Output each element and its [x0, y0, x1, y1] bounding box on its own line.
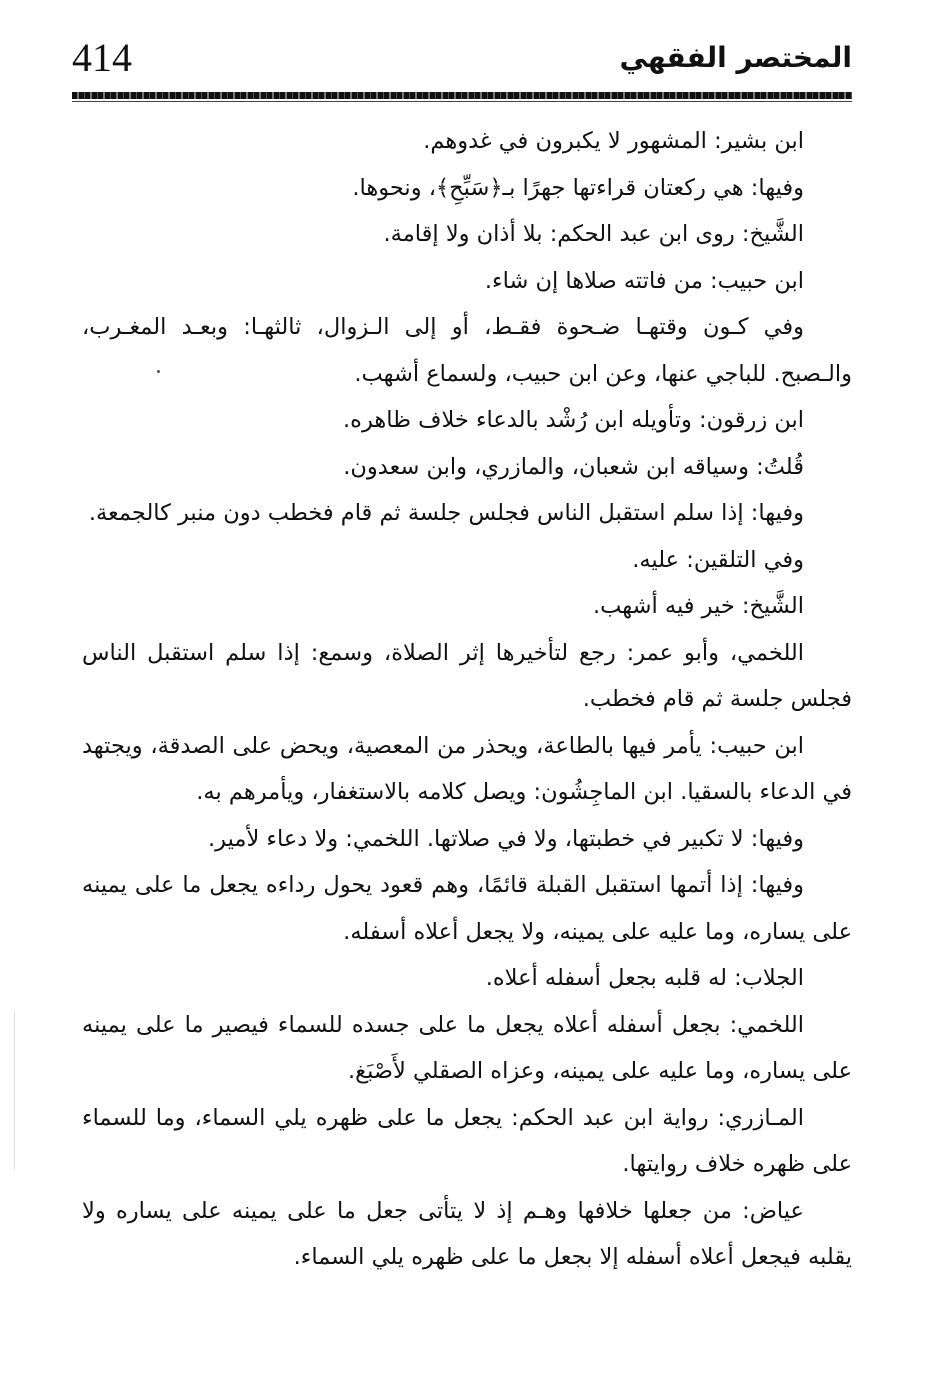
- paragraph: المـازري: رواية ابن عبد الحكم: يجعل ما على ظهره يلي السماء، وما للسماء على ظهره خلاف روايتها.: [82, 1104, 852, 1177]
- body-text: [82, 118, 852, 1281]
- paragraph: وفي كـون وقتهـا ضـحوة فقـط، أو إلى الـزوال، ثالثهـا: وبعـد المغـرب، والـصبح. للباجي عنها، وعن ابن حبيب، ولسماع أشهب.: [82, 314, 852, 387]
- paragraph: عياض: من جعلها خلافها وهـم إذ لا يتأتى جعل ما على يمينه على يساره ولا يقلبه فيجعل أعلاه أسفله إلا بجعل ما على ظهره يلي السماء.: [82, 1197, 852, 1270]
- paragraph: ابن حبيب: من فاتته صلاها إن شاء.: [484, 267, 804, 294]
- paragraph: ابن زرقون: وتأويله ابن رُشْد بالدعاء خلاف ظاهره.: [343, 407, 804, 433]
- paragraph: الشَّيخ: روى ابن عبد الحكم: بلا أذان ولا إقامة.: [383, 221, 804, 247]
- paragraph: ابن حبيب: يأمر فيها بالطاعة، ويحذر من المعصية، ويحض على الصدقة، ويجتهد في الدعاء بالسقيا. ابن الماجِشُون: ويصل كلامه بالاستغفار، ويأمرهم به.: [82, 732, 852, 805]
- scan-margin-shadow: [14, 1010, 15, 1170]
- paragraph: الشَّيخ: خير فيه أشهب.: [593, 593, 804, 619]
- page-number: 414: [72, 35, 132, 80]
- paragraph: وفيها: لا تكبير في خطبتها، ولا في صلاتها. اللخمي: ولا دعاء لأمير.: [208, 825, 804, 852]
- paragraph: الجلاب: له قلبه بجعل أسفله أعلاه.: [485, 965, 804, 991]
- paragraph: وفيها: إذا سلم استقبل الناس فجلس جلسة ثم قام فخطب دون منبر كالجمعة.: [88, 500, 804, 526]
- paragraph: قُلتُ: وسياقه ابن شعبان، والمازري، وابن سعدون.: [343, 453, 804, 480]
- header-rule-thin: [72, 101, 852, 102]
- page-header: [72, 34, 852, 94]
- paragraph: وفيها: إذا أتمها استقبل القبلة قائمًا، وهم قعود يحول رداءه يجعل ما على يمينه على يساره، وما عليه على يمينه، ولا يجعل أعلاه أسفله.: [82, 872, 852, 945]
- paragraph: اللخمي: بجعل أسفله أعلاه يجعل ما على جسده للسماء فيصير ما على يمينه على يساره، وما عليه على يمينه، وعزاه الصقلي لأَصْبَغ.: [82, 1011, 852, 1084]
- running-title: المختصر الفقهي: [619, 41, 852, 74]
- paragraph: وفي التلقين: عليه.: [632, 546, 804, 573]
- paragraph: اللخمي، وأبو عمر: رجع لتأخيرها إثر الصلاة، وسمع: إذا سلم استقبل الناس فجلس جلسة ثم قام فخطب.: [82, 639, 852, 712]
- scan-speck: [157, 370, 160, 373]
- paragraph: ابن بشير: المشهور لا يكبرون في غدوهم.: [423, 128, 804, 154]
- paragraph: وفيها: هي ركعتان قراءتها جهرًا بـ﴿سَبِّحِ﴾، ونحوها.: [352, 174, 804, 201]
- header-rule: [72, 92, 852, 99]
